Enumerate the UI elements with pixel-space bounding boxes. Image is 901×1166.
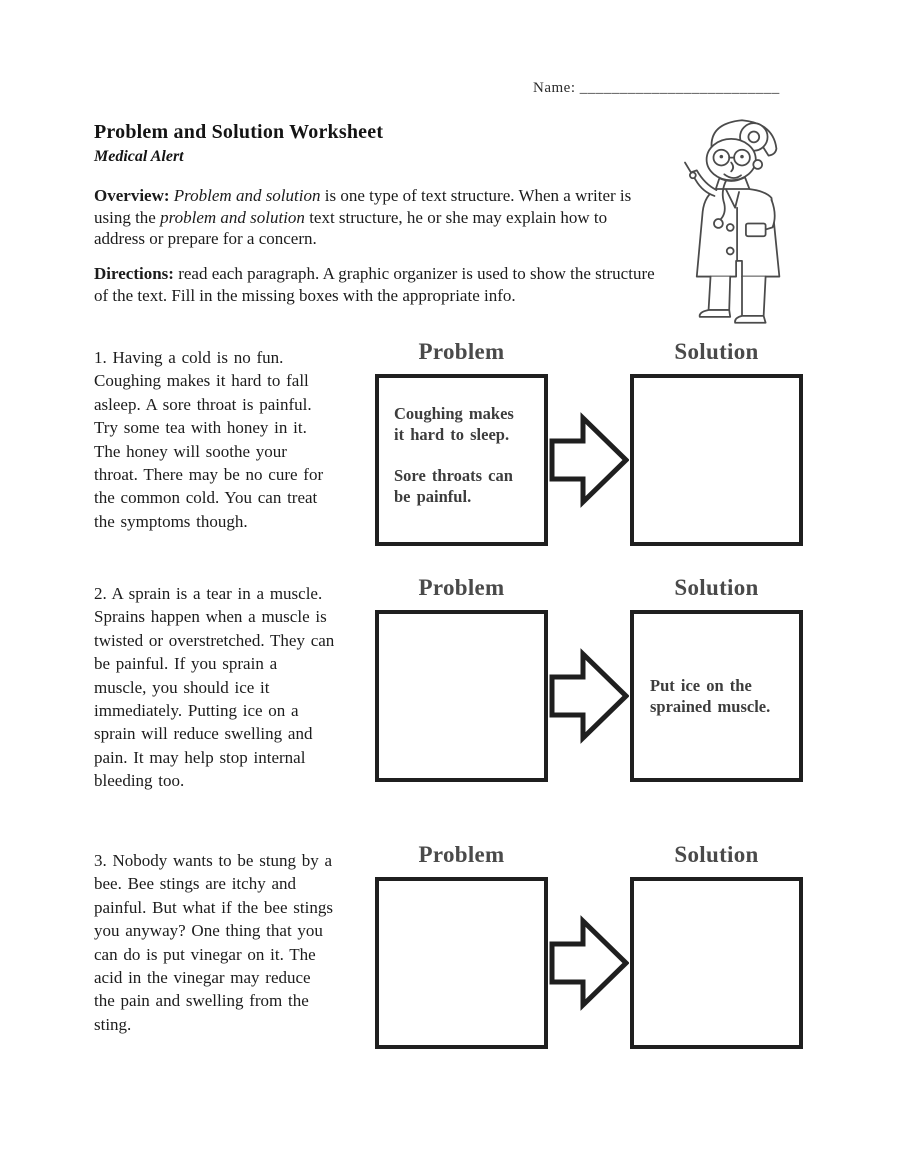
right-arrow-icon bbox=[549, 646, 629, 746]
directions-text: read each paragraph. A graphic organizer is used to show the structure of the text. Fill in the missing boxes with the appropriate info. bbox=[94, 264, 655, 305]
directions-paragraph bbox=[94, 263, 666, 306]
name-blank-line: _________________________ bbox=[579, 80, 780, 96]
paragraph-2: 2. A sprain is a tear in a muscle. Sprains happen when a muscle is twisted or overstretched. They can be painful. If you sprain a muscle, you should ice it immediately. Putting ice on a sprain will reduce swelling and pain. It may help stop internal bleeding too. bbox=[94, 584, 335, 791]
solution-heading-3: Solution bbox=[674, 842, 759, 867]
page-subtitle: Medical Alert bbox=[94, 148, 184, 165]
overview-text-2: text structure, he or she may explain how to address or prepare for a concern. bbox=[94, 207, 608, 248]
problem-box-3-content bbox=[379, 881, 544, 906]
doctor-illustration bbox=[683, 112, 801, 331]
solution-text-2: Put ice on the sprained muscle. bbox=[650, 676, 771, 716]
overview-italic-1: Problem and solution bbox=[173, 186, 321, 205]
problem-text-1a: Coughing makes it hard to sleep. bbox=[394, 404, 514, 444]
overview-label: Overview: bbox=[94, 186, 170, 205]
problem-box-2 bbox=[375, 610, 548, 782]
solution-heading-1: Solution bbox=[674, 339, 759, 364]
page-title: Problem and Solution Worksheet bbox=[94, 121, 384, 143]
name-label: Name: bbox=[533, 80, 576, 96]
paragraph-3: 3. Nobody wants to be stung by a bee. Bee stings are itchy and painful. But what if the bee stings you anyway? One thing that you can do is put vinegar on it. The acid in the vinegar may reduce the pain and swelling from the sting. bbox=[94, 851, 333, 1034]
problem-box-1 bbox=[375, 374, 548, 546]
name-row bbox=[533, 80, 780, 97]
directions-label: Directions: bbox=[94, 264, 174, 283]
solution-box-2 bbox=[630, 610, 803, 782]
paragraph-1: 1. Having a cold is no fun. Coughing makes it hard to fall asleep. A sore throat is painful. Try some tea with honey in it. The honey will soothe your throat. There may be no cure for the common cold. You can treat the symptoms though. bbox=[94, 348, 324, 531]
right-arrow-icon bbox=[549, 913, 629, 1013]
problem-box-2-content bbox=[379, 614, 544, 639]
overview-italic-2: problem and solution bbox=[160, 207, 305, 227]
problem-heading-2: Problem bbox=[418, 575, 505, 600]
right-arrow-icon bbox=[549, 410, 629, 510]
overview-paragraph bbox=[94, 185, 646, 250]
section-2 bbox=[0, 575, 901, 800]
overview-text-1: is one type of text structure. When a writer is using the bbox=[94, 186, 632, 227]
solution-heading-2: Solution bbox=[674, 575, 759, 600]
solution-box-3 bbox=[630, 877, 803, 1049]
problem-box-3 bbox=[375, 877, 548, 1049]
problem-heading-3: Problem bbox=[418, 842, 505, 867]
section-1 bbox=[0, 339, 901, 564]
problem-heading-1: Problem bbox=[418, 339, 505, 364]
problem-text-1b: Sore throats can be painful. bbox=[394, 466, 513, 506]
problem-box-1-content bbox=[379, 378, 544, 507]
solution-box-1 bbox=[630, 374, 803, 546]
section-3 bbox=[0, 842, 901, 1067]
